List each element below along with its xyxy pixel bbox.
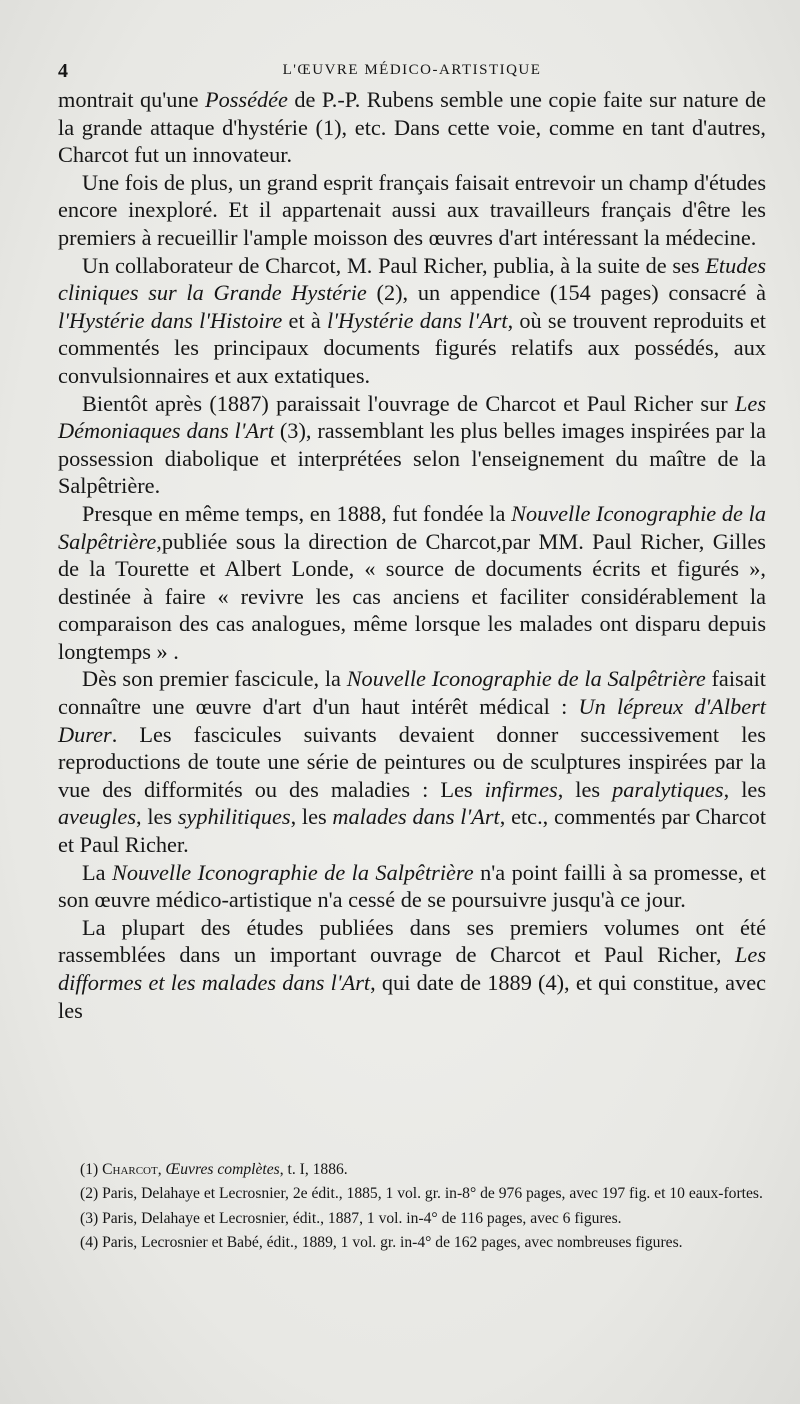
paragraph	[58, 169, 766, 252]
paragraph	[58, 914, 766, 1024]
italic-text: aveugles	[58, 804, 137, 830]
text-run: (4) Paris, Lecrosnier et Babé, édit., 1889, 1 vol. gr. in-4° de 162 pages, avec nombreuses figures.	[80, 1234, 683, 1252]
text-run: , les	[290, 804, 333, 830]
text-run: n'a point failli à sa promesse, et son œuvre médico-artistique n'a cessé de se poursuivre jusqu'à ce jour.	[58, 859, 766, 913]
text-run: La	[82, 859, 112, 885]
italic-text: Possédée	[204, 87, 288, 112]
text-run: La plupart des études publiées dans ses premiers volumes ont été rassemblées dans un important ouvrage de Charcot et Paul Richer,	[58, 914, 766, 968]
text-run: . Les fascicules suivants devaient donner successivement les reproductions de toute une série de peintures ou de sculptures inspirées par la vue des difformités ou des maladies : Les	[58, 721, 766, 802]
running-title: L'ŒUVRE MÉDICO-ARTISTIQUE	[282, 62, 542, 78]
text-run: Un collaborateur de Charcot, M. Paul Richer, publia, à la suite de ses	[82, 252, 706, 278]
footnote	[58, 1231, 766, 1255]
text-run: ,publiée sous la direction de Charcot,par MM. Paul Richer, Gilles de la Tourette et Albert Londe, « source de documents écrits et figurés », destinée à faire « revivre les cas anciens et faciliter considérablement la comparaison des cas analogues, même lorsque les malades ont disparu depuis longtemps » .	[58, 528, 766, 664]
text-run: Presque en même temps, en 1888, fut fondée la	[82, 500, 512, 526]
footnote	[58, 1158, 766, 1182]
text-run: , t. I, 1886.	[279, 1161, 348, 1178]
text-run: , etc., commentés par Charcot et Paul Richer.	[58, 804, 767, 858]
italic-text: infirmes	[484, 776, 558, 802]
text-run: ,	[157, 1161, 166, 1178]
text-run: Une fois de plus, un grand esprit français faisait entrevoir un champ d'études encore inexploré. Et il appartenait aussi aux travailleurs français d'être les premiers à recueillir l'ample moisson des œuvres d'art intéressant la médecine.	[58, 169, 766, 250]
page-number: 4	[58, 60, 68, 82]
italic-text: Les difformes et les malades dans l'Art	[58, 942, 766, 995]
text-run: Charcot	[102, 1161, 158, 1178]
text-run: , les	[723, 776, 766, 802]
italic-text: Œuvres complètes	[165, 1161, 280, 1178]
italic-text: Etudes cliniques sur la Grande Hystérie	[58, 252, 766, 306]
text-run: , les	[557, 776, 613, 802]
italic-text: Un lépreux d'Albert Durer	[58, 694, 766, 747]
text-run: montrait qu'une	[58, 87, 205, 112]
text-run: de P.-P. Rubens semble une copie faite sur nature de la grande attaque d'hystérie (1), etc. Dans cette voie, comme en tant d'autres, Charcot fut un innovateur.	[58, 87, 767, 168]
footnote	[58, 1182, 766, 1206]
paragraph	[58, 500, 766, 666]
paragraph	[58, 86, 766, 169]
body-text	[58, 86, 766, 1024]
text-run: faisait connaître une œuvre d'art d'un haut intérêt médical :	[58, 666, 766, 720]
text-run: (1)	[80, 1161, 103, 1178]
italic-text: l'Hystérie dans l'Art	[327, 307, 508, 333]
italic-text: Les Démoniaques dans l'Art	[58, 390, 766, 444]
italic-text: paralytiques	[612, 776, 724, 802]
paragraph	[58, 665, 766, 858]
text-run: , qui date de 1889 (4), et qui constitue, avec les	[58, 970, 767, 1023]
text-run: Dès son premier fascicule, la	[82, 666, 347, 692]
text-run: (2) Paris, Delahaye et Lecrosnier, 2e édit., 1885, 1 vol. gr. in-8° de 976 pages, avec 197 fig. et 10 eaux-fortes.	[80, 1185, 763, 1203]
text-run: (3), rassemblant les plus belles images inspirées par la possession diabolique et interprétées selon l'enseignement du maître de la Salpêtrière.	[58, 418, 766, 499]
paragraph	[58, 859, 766, 914]
italic-text: Nouvelle Iconographie de la Salpêtrière	[346, 666, 706, 692]
text-run: Bientôt après (1887) paraissait l'ouvrage de Charcot et Paul Richer sur	[82, 390, 736, 416]
text-run: (3) Paris, Delahaye et Lecrosnier, édit., 1887, 1 vol. in-4° de 116 pages, avec 6 figures.	[80, 1209, 622, 1227]
italic-text: Nouvelle Iconographie de la Salpêtrière	[58, 500, 766, 554]
footnotes	[58, 1158, 766, 1256]
italic-text: l'Hystérie dans l'Histoire	[58, 307, 283, 333]
paragraph	[58, 252, 766, 390]
text-run: , où se trouvent reproduits et commentés les principaux documents figurés relatifs aux possédés, aux convulsionnaires et aux extatiques.	[58, 307, 766, 388]
text-run: , les	[136, 804, 178, 830]
italic-text: syphilitiques	[177, 804, 291, 830]
italic-text: Nouvelle Iconographie de la Salpêtrière	[111, 859, 474, 885]
text-run: (2), un appendice (154 pages) consacré à	[366, 280, 766, 306]
italic-text: malades dans l'Art	[332, 804, 500, 830]
footnote	[58, 1207, 766, 1231]
paragraph	[58, 390, 766, 500]
text-run: et à	[282, 307, 328, 333]
page-header	[58, 60, 766, 84]
